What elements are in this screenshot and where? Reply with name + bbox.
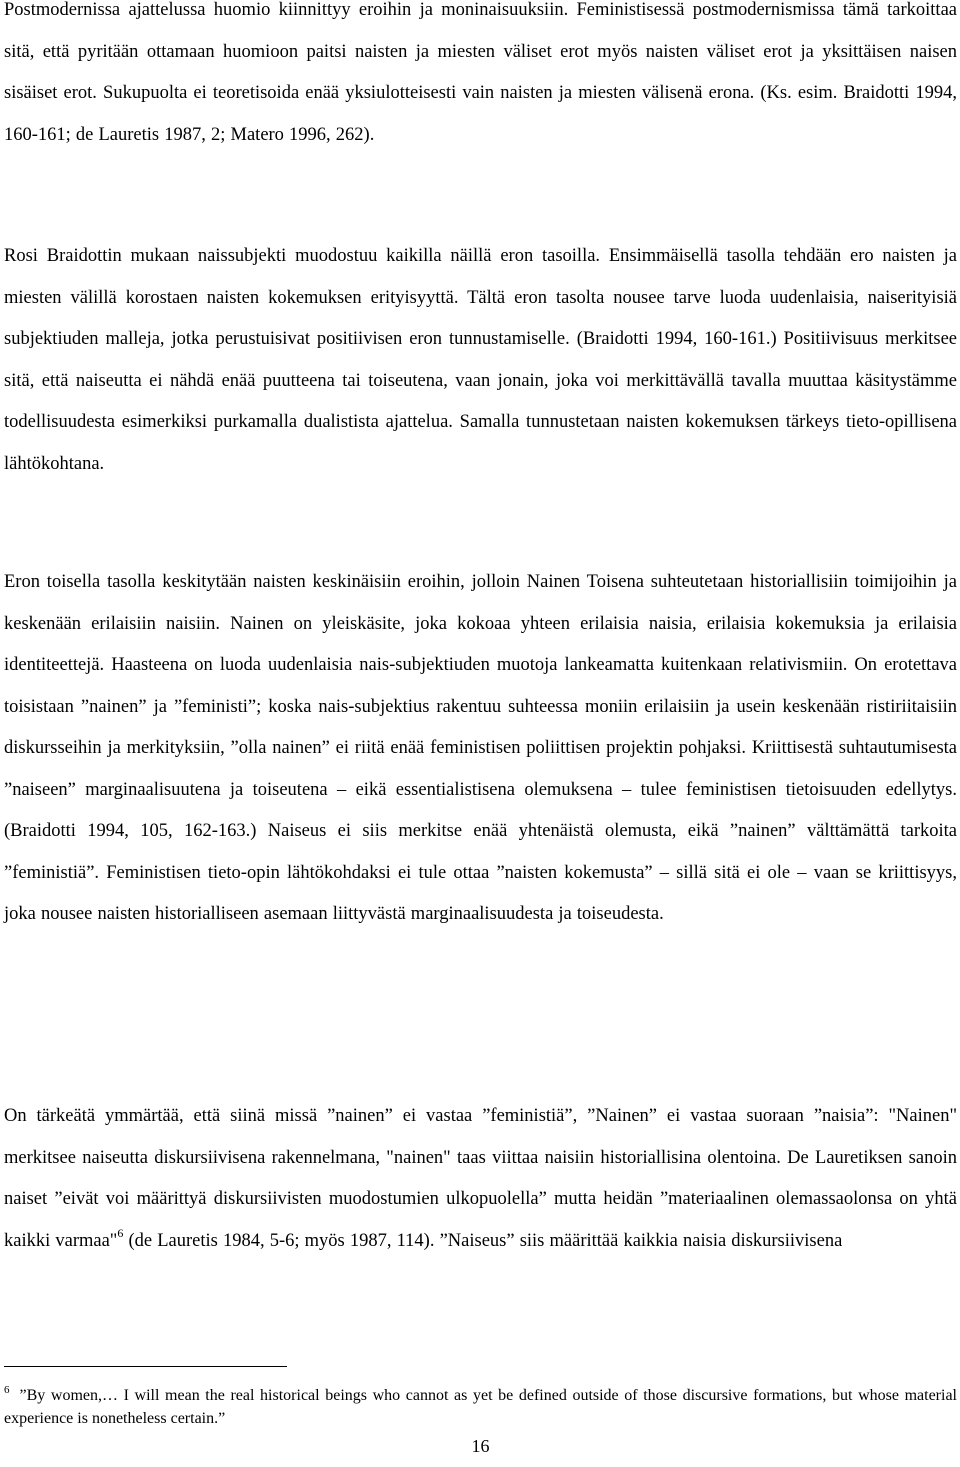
footnote [4, 1384, 957, 1430]
paragraph-braidotti-first-level [4, 236, 957, 485]
paragraph-postmodernism [4, 0, 957, 156]
paragraph-text-continued: (de Lauretis 1984, 5-6; myös 1987, 114). ”Naiseus” siis määrittää kaikkia naisia diskursiivisena [123, 1230, 843, 1251]
paragraph-text: Eron toisella tasolla keskitytään naisten keskinäisiin eroihin, jolloin Nainen Toisena suhteutetaan historiallisiin toimijoihin ja keskenään erilaisiin naisiin. Nainen on yleiskäsite, joka kokoaa yhteen erilaisia naisia, erilaisia kokemuksia ja erilaisia identiteettejä. Haasteena on luoda uudenlaisia nais-subjektiuden muotoja lankeamatta kuitenkaan relativismiin. On erotettava toisistaan ”nainen” ja ”feministi”; koska nais-subjektius rakentuu suhteessa moniin erilaisiin ja usein keskenään ristiriitaisiin diskursseihin ja merkityksiin, ”olla nainen” ei riitä enää feministisen poliittisen projektin pohjaksi. Kriittisestä suhtautumisesta ”naiseen” marginaalisuutena ja toiseutena – eikä essentialistisena olemuksena – tulee feministisen tietoisuuden edellytys. (Braidotti 1994, 105, 162-163.) Naiseus ei siis merkitse enää yhtenäistä olemusta, eikä ”nainen” välttämättä tarkoita ”feministiä”. Feministisen tieto-opin lähtökohdaksi ei tule ottaa ”naisten kokemusta” – sillä sitä ei ole – vaan se kriittisyys, joka nousee naisten historialliseen asemaan liittyvästä marginaalisuudesta ja toiseudesta. [4, 572, 957, 924]
paragraph-lauretis [4, 1096, 957, 1262]
footnote-divider [4, 1366, 287, 1367]
footnote-number: 6 [4, 1384, 10, 1396]
paragraph-text: Rosi Braidottin mukaan naissubjekti muodostuu kaikilla näillä eron tasoilla. Ensimmäisellä tasolla tehdään ero naisten ja miesten välillä korostaen naisten kokemuksen erityisyyttä. Tältä eron tasolta nousee tarve luoda uudenlaisia, naiserityisiä subjektiuden malleja, jotka perustuisivat positiivisen eron tunnustamiselle. (Braidotti 1994, 160-161.) Positiivisuus merkitsee sitä, että naiseutta ei nähdä enää puutteena tai toiseutena, vaan jonain, joka voi merkittävällä tavalla muuttaa käsitystämme todellisuudesta esimerkiksi purkamalla dualistista ajattelua. Samalla tunnustetaan naisten kokemuksen tärkeys tieto-opillisena lähtökohtana. [4, 246, 957, 474]
footnote-text: ”By women,… I will mean the real historical beings who cannot as yet be defined outside of those discursive formations, but whose material experience is nonetheless certain.” [4, 1387, 957, 1427]
paragraph-text: On tärkeätä ymmärtää, että siinä missä ”nainen” ei vastaa ”feministiä”, ”Nainen” ei vastaa suoraan ”naisia”: "Nainen" merkitsee naiseutta diskursiivisena rakennelmana, "nainen" taas viittaa naisiin historiallisina olentoina. De Lauretiksen sanoin naiset ”eivät voi määrittyä diskursiivisten muodostumien ulkopuolella” mutta heidän ”materiaalinen olemassaolonsa on yhtä kaikki varmaa" [4, 1106, 957, 1251]
paragraph-text: Postmodernissa ajattelussa huomio kiinnittyy eroihin ja moninaisuuksiin. Feministisessä postmodernismissa tämä tarkoittaa sitä, että pyritään ottamaan huomioon paitsi naisten ja miesten väliset erot myös naisten väliset erot ja yksittäisen naisen sisäiset erot. Sukupuolta ei teoretisoida enää yksiulotteisesti vain naisten ja miesten välisenä erona. (Ks. esim. Braidotti 1994, 160-161; de Lauretis 1987, 2; Matero 1996, 262). [4, 0, 957, 145]
page-number: 16 [471, 1436, 490, 1456]
footnote-reference[interactable]: 6 [117, 1225, 124, 1240]
paragraph-second-level [4, 562, 957, 936]
